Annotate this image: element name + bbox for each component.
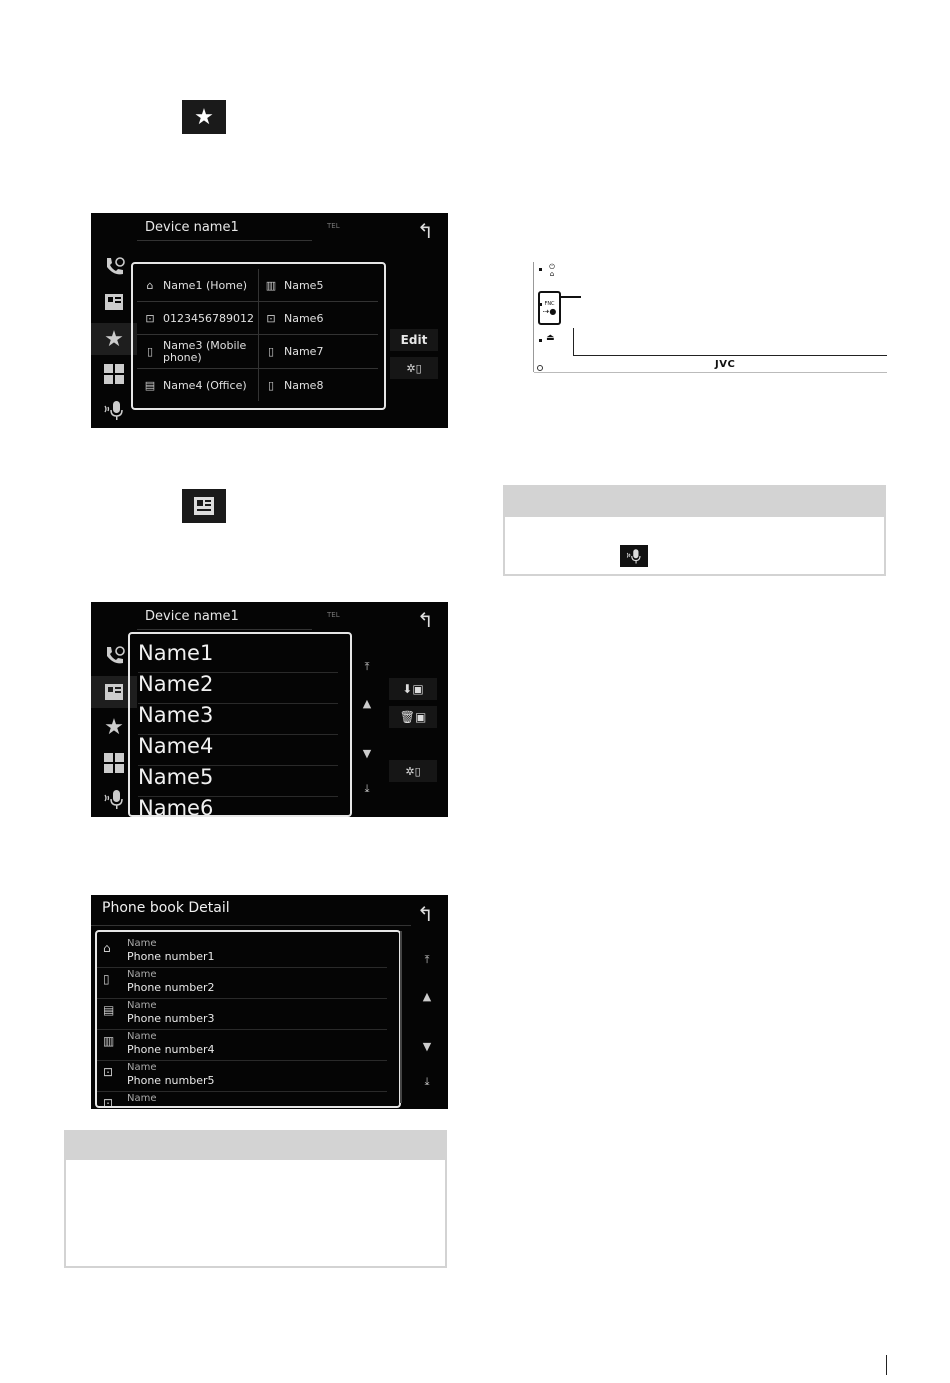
unit-panel <box>533 262 888 376</box>
scroll-bottom-icon[interactable]: ⤓ <box>424 1075 430 1088</box>
detail-entry[interactable]: ⊡ Name Phone number5 <box>97 1060 387 1092</box>
voice-recognition-button[interactable] <box>620 545 648 567</box>
scroll-top-icon[interactable]: ⤒ <box>364 660 370 673</box>
phonebook-screen <box>91 602 448 817</box>
page-marker <box>886 1355 887 1375</box>
volume-knob-icon <box>537 365 543 371</box>
favorite-item[interactable]: ⊡ 0123456789012 <box>137 302 257 334</box>
home-icon: ⌂ <box>103 941 111 955</box>
scroll-bottom-icon[interactable]: ⤓ <box>364 782 370 795</box>
contact-name[interactable]: Name5 <box>138 765 338 797</box>
general-number-icon: ⊡ <box>145 311 155 325</box>
detail-entry[interactable]: ⊡ Name <box>103 1093 157 1108</box>
note-header <box>64 1130 447 1160</box>
phonebook-button[interactable] <box>182 489 226 523</box>
tel-indicator: TEL <box>327 611 340 619</box>
office-icon: ▤ <box>144 378 156 392</box>
phonebook-detail-screen <box>91 895 448 1109</box>
detail-entry[interactable]: ▯ Name Phone number2 <box>97 967 387 999</box>
contact-name[interactable]: Name6 <box>138 796 214 817</box>
office-phone-icon: ▥ <box>103 1034 115 1048</box>
brand-logo: JVC <box>715 359 736 370</box>
favorites-star-button[interactable] <box>182 100 226 134</box>
detail-list-frame <box>95 930 401 1108</box>
eject-icon[interactable]: ⏏ <box>546 333 555 343</box>
mobile-phone-icon: ▯ <box>267 345 275 358</box>
delete-phonebook-button[interactable] <box>389 706 437 728</box>
mobile-phone-icon: ▯ <box>146 345 154 358</box>
callout-line <box>561 296 581 298</box>
device-name-header <box>137 215 312 241</box>
general-number-icon: ⊡ <box>103 1096 114 1108</box>
home-icon: ⌂ <box>146 278 154 292</box>
detail-entry[interactable]: ▥ Name Phone number4 <box>97 1029 387 1061</box>
trash-icon: 🗑▣ <box>399 710 427 724</box>
detail-title: Phone book Detail <box>102 900 230 916</box>
mobile-phone-icon: ▯ <box>267 378 275 392</box>
favorite-item[interactable]: ▤ Name4 (Office) <box>144 378 247 392</box>
office-phone-icon: ▥ <box>265 278 277 292</box>
note-box <box>503 517 886 576</box>
scrollbar-track[interactable] <box>400 931 402 1103</box>
phonebook-list-frame <box>128 632 352 817</box>
back-arrow-icon[interactable]: ↰ <box>417 902 434 926</box>
tel-indicator: TEL <box>327 222 340 230</box>
scroll-top-icon[interactable]: ⤒ <box>424 953 430 966</box>
device-settings-button[interactable] <box>390 357 438 379</box>
device-name: Device name1 <box>145 609 239 624</box>
voice-recognition-icon <box>624 547 644 565</box>
note-box <box>64 1160 447 1268</box>
detail-entry[interactable]: ▤ Name Phone number3 <box>97 998 387 1030</box>
scroll-down-icon[interactable]: ▼ <box>362 747 372 760</box>
power-icon: ⏻ <box>549 263 555 271</box>
gear-phone-icon: ✲▯ <box>405 764 421 778</box>
back-arrow-icon[interactable]: ↰ <box>417 608 434 632</box>
favorites-screen <box>91 213 448 428</box>
note-header <box>503 485 886 517</box>
contact-name[interactable]: Name3 <box>138 703 338 735</box>
favorite-item[interactable]: ⊡ Name6 <box>258 302 378 334</box>
office-icon: ▤ <box>103 1003 115 1017</box>
scroll-down-icon[interactable]: ▼ <box>422 1040 432 1053</box>
device-settings-button[interactable] <box>389 760 437 782</box>
favorite-item[interactable]: ▯ Name8 <box>258 369 378 401</box>
contact-name[interactable]: Name4 <box>138 734 338 766</box>
phonebook-icon <box>191 495 217 517</box>
mobile-phone-icon: ▯ <box>103 972 110 986</box>
favorite-item[interactable]: ▯ Name3 (Mobile phone) <box>137 335 257 368</box>
favorite-item[interactable]: ⌂ Name1 (Home) <box>137 269 257 301</box>
favorite-item[interactable]: ▯ Name7 <box>258 335 378 368</box>
general-number-icon: ⊡ <box>266 311 276 325</box>
scroll-up-icon[interactable]: ▲ <box>422 990 432 1003</box>
device-name-header <box>137 604 312 630</box>
download-icon: ⬇▣ <box>402 682 424 696</box>
general-number-icon: ⊡ <box>103 1065 114 1079</box>
gear-phone-icon: ✲▯ <box>406 361 422 375</box>
device-name: Device name1 <box>145 220 239 235</box>
back-arrow-icon[interactable]: ↰ <box>417 219 434 243</box>
home-icon: ⌂ <box>549 270 555 278</box>
power-home-button[interactable] <box>547 264 557 280</box>
scroll-up-icon[interactable]: ▲ <box>362 697 372 710</box>
contact-name[interactable]: Name2 <box>138 672 338 704</box>
fnc-label: FNC <box>544 300 555 307</box>
star-icon[interactable]: ★ <box>104 714 124 740</box>
edit-button[interactable]: Edit <box>390 329 438 351</box>
download-phonebook-button[interactable] <box>389 678 437 700</box>
mic-icon: ⇢● <box>542 306 557 316</box>
fnc-button[interactable] <box>538 291 561 325</box>
contact-name[interactable]: Name1 <box>138 641 338 673</box>
favorites-tab-star-icon[interactable]: ★ <box>91 323 137 355</box>
favorite-item[interactable]: ▥ Name5 <box>265 278 324 292</box>
star-icon: ★ <box>194 104 214 130</box>
detail-entry[interactable]: ⌂ Name Phone number1 <box>97 936 387 968</box>
